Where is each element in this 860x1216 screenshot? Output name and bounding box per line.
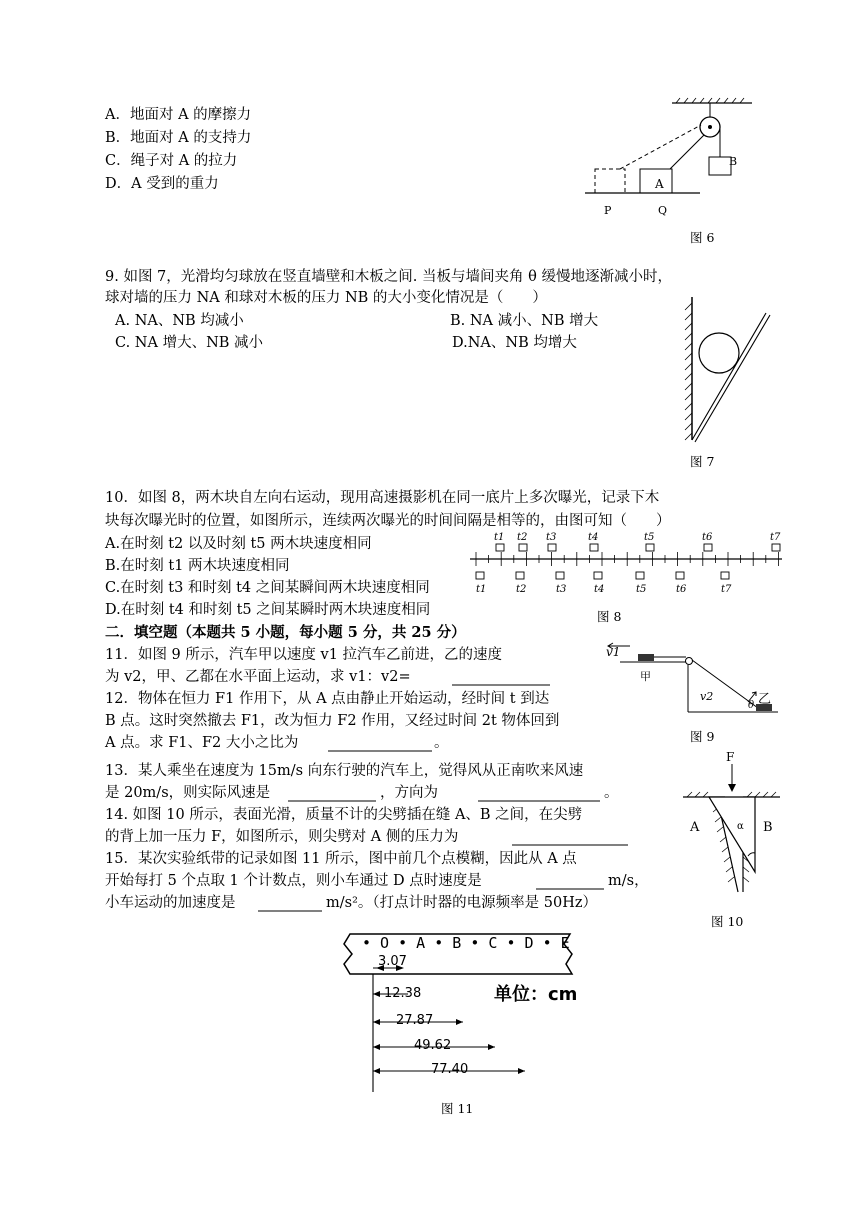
q12-stem-line3: A 点。求 F1、F2 大小之比为 [105, 735, 299, 751]
q9-option-b: B. NA 减小、NB 增大 [450, 313, 599, 329]
figure-6-label-a: A [655, 177, 664, 191]
figure-8-block-bottom [556, 572, 564, 579]
q12-stem-end: 。 [434, 735, 449, 751]
measurement-ob: 12.38 [384, 986, 422, 1001]
measurement-oc: 27.87 [396, 1013, 434, 1028]
q8-option-a: A．地面对 A 的摩擦力 [105, 107, 252, 123]
figure-10-caption: 图 10 [711, 914, 744, 929]
figure-8-bottom-label: t3 [556, 584, 567, 595]
figure-8-block-bottom [636, 572, 644, 579]
figure-8-top-label: t4 [588, 532, 599, 543]
figure-8-bottom-label: t5 [636, 584, 647, 595]
measurement-od: 49.62 [414, 1038, 452, 1053]
figure-8-caption: 图 8 [597, 609, 622, 624]
q15-stem-line3b: m/s²。（打点计时器的电源频率是 50Hz） [326, 895, 597, 911]
q14-stem-line1: 14. 如图 10 所示，表面光滑，质量不计的尖劈插在缝 A、B 之间，在尖劈 [105, 807, 583, 823]
figure-8-top-label: t3 [546, 532, 557, 543]
q8-option-b: B．地面对 A 的支持力 [105, 130, 252, 146]
figure-9-jia-label: 甲 [640, 670, 651, 683]
figure-6-caption: 图 6 [690, 230, 715, 245]
figure-6-label-b: B [729, 155, 738, 168]
figure-8-block-bottom [516, 572, 524, 579]
figure-7-caption: 图 7 [690, 454, 715, 469]
figure-8-block-top [519, 544, 527, 551]
q9-stem-line2: 球对墙的压力 NA 和球对木板的压力 NB 的大小变化情况是（ ） [105, 290, 547, 306]
figure-8-top-label: t6 [702, 532, 713, 543]
figure-8-block-top [496, 544, 504, 551]
unit-label: 单位：cm [494, 984, 578, 1005]
figure-8-top-label: t1 [494, 532, 505, 543]
q15-stem-line3a: 小车运动的加速度是 [105, 895, 236, 911]
figure-9-caption: 图 9 [690, 729, 715, 744]
figure-7 [680, 295, 780, 445]
q8-option-c: C．绳子对 A 的拉力 [105, 153, 238, 169]
figure-10-a-label: A [690, 820, 700, 835]
q10-stem-line1: 10．如图 8，两木块自左向右运动，现用高速摄影机在同一底片上多次曝光，记录下木 [105, 490, 660, 506]
q9-option-a: A. NA、NB 均减小 [115, 313, 244, 329]
q15-answer-blank-1 [536, 888, 606, 890]
q8-option-d: D．A 受到的重力 [105, 176, 219, 192]
tape-points: • O • A • B • C • D • E [362, 934, 570, 952]
figure-8-block-bottom [676, 572, 684, 579]
figure-10-alpha-label: α [737, 821, 744, 832]
q12-stem-line2: B 点。这时突然撤去 F1，改为恒力 F2 作用，又经过时间 2t 物体回到 [105, 713, 560, 729]
figure-8-top-label: t7 [770, 532, 781, 543]
q14-stem-line2: 的背上加一压力 F，如图所示，则尖劈对 A 侧的压力为 [105, 829, 459, 845]
figure-9 [600, 640, 790, 725]
q12-answer-blank [328, 750, 433, 752]
q12-stem-line1: 12．物体在恒力 F1 作用下，从 A 点由静止开始运动，经时间 t 到达 [105, 691, 550, 707]
figure-9-v1-label: v1 [606, 645, 621, 659]
q11-answer-blank [452, 684, 552, 686]
figure-10-f-label: F [726, 750, 735, 764]
q15-stem-line2b: m/s， [608, 873, 649, 889]
q13-answer-blank-1 [288, 800, 378, 802]
figure-8-bottom-label: t4 [594, 584, 605, 595]
figure-8-top-label: t5 [644, 532, 655, 543]
q10-option-b: B.在时刻 t1 两木块速度相同 [105, 558, 290, 574]
q13-stem-mid: ，方向为 [380, 785, 438, 801]
figure-8-bottom-label: t2 [516, 584, 527, 595]
measurement-oa: 3.07 [378, 954, 407, 969]
q10-option-d: D.在时刻 t4 和时刻 t5 之间某瞬时两木块速度相同 [105, 602, 431, 618]
figure-8-bottom-label: t6 [676, 584, 687, 595]
figure-8-block-top [590, 544, 598, 551]
section-2-heading: 二．填空题（本题共 5 小题，每小题 5 分，共 25 分） [105, 624, 466, 641]
q15-stem-line1: 15．某次实验纸带的记录如图 11 所示，图中前几个点模糊，因此从 A 点 [105, 851, 577, 867]
figure-8 [470, 530, 790, 602]
q9-option-d: D.NA、NB 均增大 [452, 335, 577, 351]
measurement-oe: 77.40 [431, 1062, 469, 1077]
q10-option-a: A.在时刻 t2 以及时刻 t5 两木块速度相同 [105, 536, 372, 552]
figure-8-block-bottom [721, 572, 729, 579]
figure-8-block-top [704, 544, 712, 551]
q13-answer-blank-2 [478, 800, 602, 802]
q11-stem-line2: 为 v2，甲、乙都在水平面上运动，求 v1：v2= [105, 669, 411, 685]
q10-stem-line2: 块每次曝光时的位置，如图所示，连续两次曝光的时间间隔是相等的，由图可知（ ） [105, 513, 671, 529]
q9-option-c: C. NA 增大、NB 减小 [115, 335, 264, 351]
figure-8-block-bottom [594, 572, 602, 579]
q13-stem-end: 。 [604, 785, 619, 801]
figure-8-block-top [548, 544, 556, 551]
q15-answer-blank-2 [258, 910, 324, 912]
figure-8-block-top [772, 544, 780, 551]
q13-stem-line2: 是 20m/s，则实际风速是 [105, 785, 271, 801]
figure-8-bottom-label: t1 [476, 584, 487, 595]
figure-8-block-top [646, 544, 654, 551]
figure-9-v2-label: v2 [700, 690, 714, 703]
figure-10-b-label: B [763, 820, 773, 835]
figure-6-label-q: Q [658, 204, 668, 217]
q9-stem-line1: 9. 如图 7，光滑均匀球放在竖直墙壁和木板之间. 当板与墙间夹角 θ 缓慢地逐渐减小时， [105, 269, 672, 285]
figure-6-label-p: P [604, 204, 612, 217]
figure-9-theta-label: θ [748, 700, 755, 711]
figure-8-top-label: t2 [517, 532, 528, 543]
q15-stem-line2a: 开始每打 5 个点取 1 个计数点，则小车通过 D 点时速度是 [105, 873, 482, 889]
figure-6 [580, 95, 770, 215]
q13-stem-line1: 13．某人乘坐在速度为 15m/s 向东行驶的汽车上，觉得风从正南吹来风速 [105, 763, 584, 779]
figure-8-block-bottom [476, 572, 484, 579]
figure-9-yi-label: 乙 [758, 692, 772, 707]
q14-answer-blank [512, 844, 630, 846]
q11-stem-line1: 11．如图 9 所示，汽车甲以速度 v1 拉汽车乙前进，乙的速度 [105, 647, 503, 663]
figure-8-bottom-label: t7 [721, 584, 732, 595]
figure-11-caption: 图 11 [441, 1101, 474, 1116]
q10-option-c: C.在时刻 t3 和时刻 t4 之间某瞬间两木块速度相同 [105, 580, 430, 596]
